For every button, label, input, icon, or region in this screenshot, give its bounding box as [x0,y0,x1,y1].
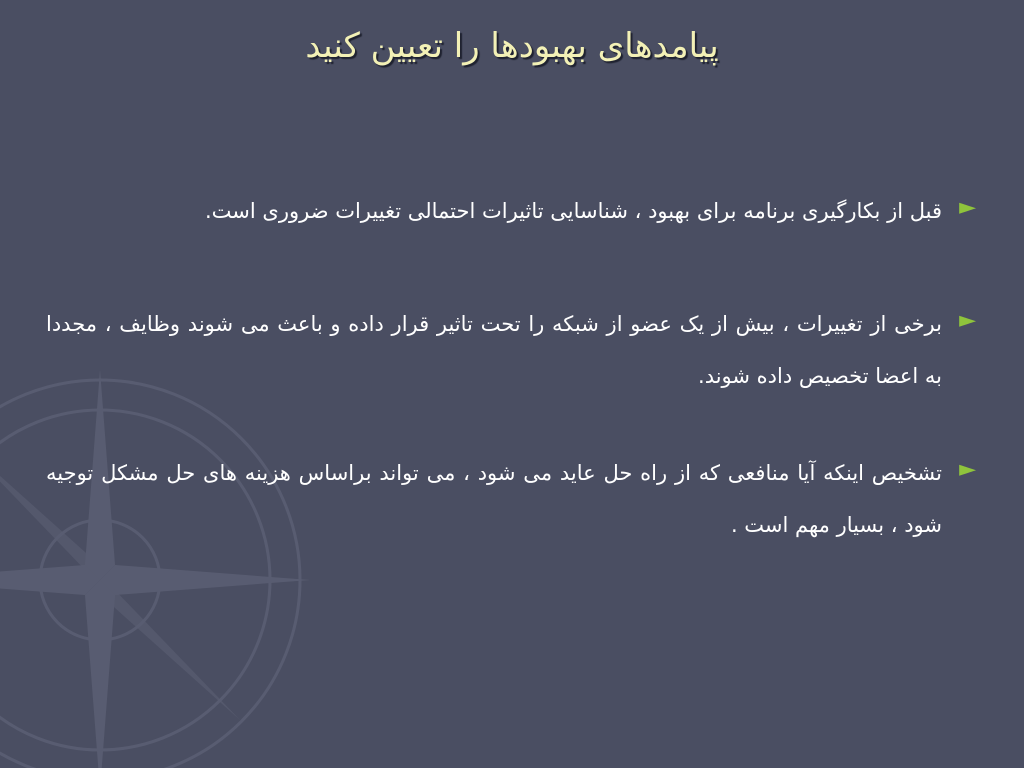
bullet-text: برخی از تغییرات ، بیش از یک عضو از شبکه را تحت تاثیر قرار داده و باعث می شوند وظایف ، مجددا به اعضا تخصیص داده شوند. [46,312,942,388]
bullet-text: تشخیص اینکه آیا منافعی که از راه حل عاید می شود ، می تواند براساس هزینه های حل مشکل توجیه شود ، بسیار مهم است . [46,461,942,537]
bullet-arrow-icon: ► [959,195,976,220]
bullet-item [46,298,976,402]
bullet-text: قبل از بکارگیری برنامه برای بهبود ، شناسایی تاثیرات احتمالی تغییرات ضروری است. [204,199,942,223]
bullet-arrow-icon: ► [959,308,976,333]
bullet-arrow-icon: ► [959,457,976,482]
bullet-item [46,185,976,237]
slide-title: پیامدهای بهبودها را تعیین کنید [305,26,719,66]
bullet-item [46,447,976,551]
bullet-list [46,185,976,551]
